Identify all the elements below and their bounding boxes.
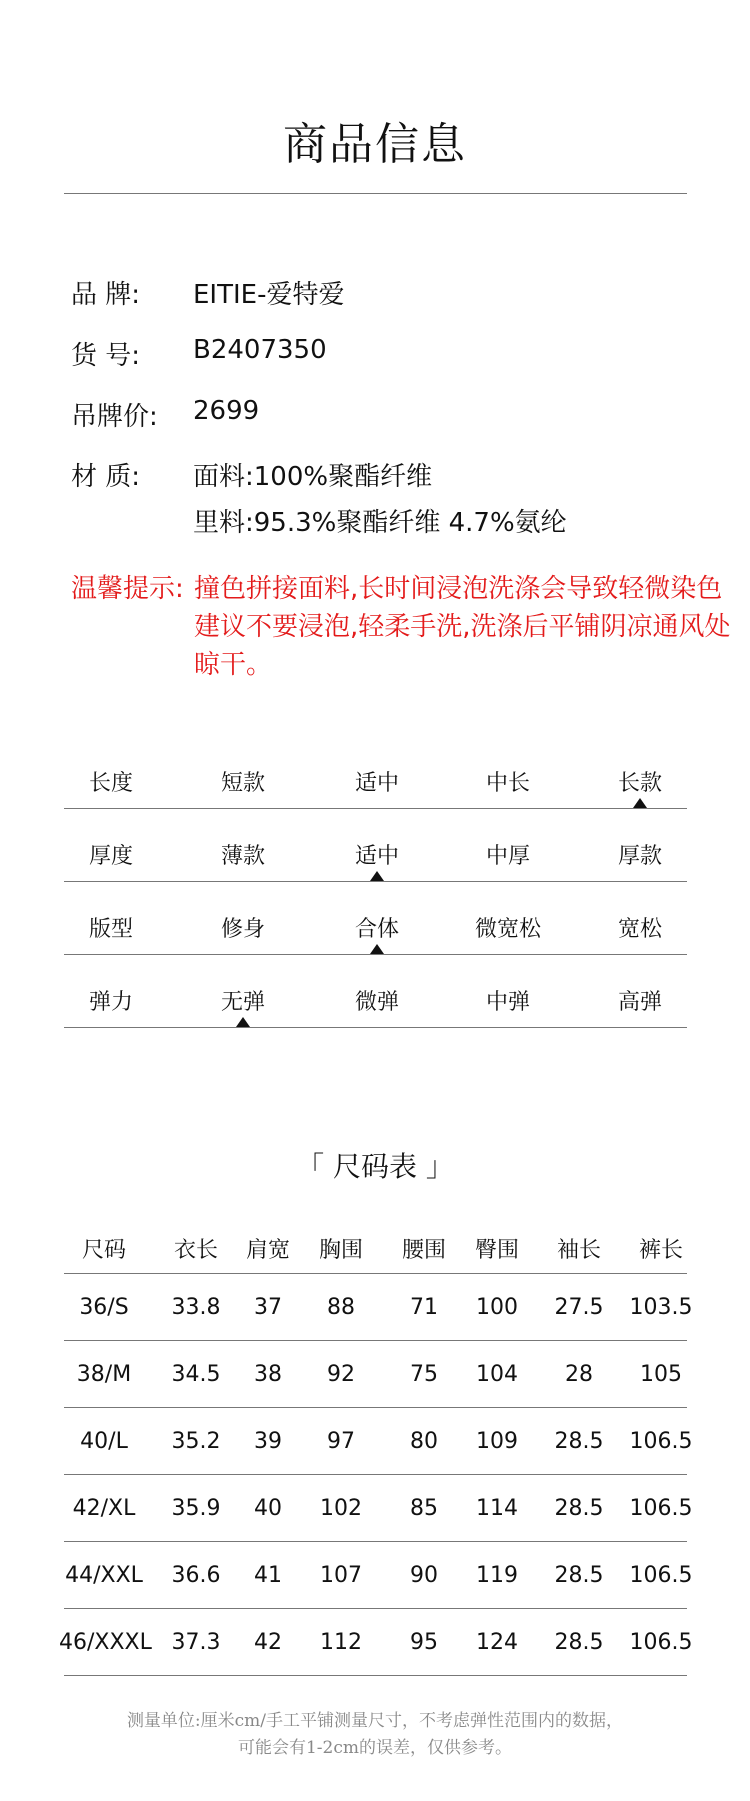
size-cell: 34.5 [171,1362,221,1387]
size-row-divider [64,1608,687,1609]
size-row-divider [64,1273,687,1274]
attribute-option: 中弹 [485,990,530,1015]
size-header-cell: 裤长 [638,1238,683,1263]
footnote-line1: 测量单位:厘米cm/手工平铺测量尺寸，不考虑弹性范围内的数据， [126,1711,624,1731]
size-header-cell: 腰围 [401,1238,446,1263]
brand-value: EITIE-爱特爱 [193,280,345,310]
size-cell: 107 [320,1563,362,1588]
attribute-option: 宽松 [617,917,662,942]
size-cell: 46/XXXL [59,1630,152,1655]
attribute-option: 微宽松 [474,917,541,942]
brand-label: 品 牌: [71,280,141,310]
tip-line2: 建议不要浸泡,轻柔手洗,洗涤后平铺阴凉通风处 [194,612,731,642]
size-cell: 85 [410,1496,438,1521]
size-header-cell: 衣长 [173,1238,218,1263]
size-cell: 106.5 [629,1496,693,1521]
attribute-option: 长款 [617,771,662,796]
size-cell: 88 [327,1295,355,1320]
material-label: 材 质: [71,462,141,492]
footnote-line2: 可能会有1-2cm的误差，仅供参考。 [237,1738,513,1758]
material-line1: 面料:100%聚酯纤维 [193,462,433,492]
size-header-cell: 尺码 [81,1238,126,1263]
size-cell: 100 [476,1295,518,1320]
size-cell: 38 [254,1362,282,1387]
attribute-option: 适中 [354,771,399,796]
selected-marker-icon [370,944,384,954]
size-cell: 27.5 [554,1295,604,1320]
attribute-row-divider [64,954,687,955]
size-header-cell: 臀围 [474,1238,519,1263]
size-cell: 35.9 [171,1496,221,1521]
size-cell: 35.2 [171,1429,221,1454]
attribute-option: 高弹 [617,990,662,1015]
size-cell: 37.3 [171,1630,221,1655]
price-value: 2699 [193,396,260,426]
size-cell: 95 [410,1630,438,1655]
size-header-cell: 肩宽 [245,1238,290,1263]
size-row-divider [64,1541,687,1542]
material-line2: 里料:95.3%聚酯纤维 4.7%氨纶 [193,508,567,538]
attribute-name: 厚度 [88,844,133,869]
selected-marker-icon [633,798,647,808]
size-cell: 80 [410,1429,438,1454]
tip-label: 温馨提示: [71,574,184,604]
size-cell: 112 [320,1630,362,1655]
size-cell: 28.5 [554,1630,604,1655]
size-cell: 41 [254,1563,282,1588]
attribute-option: 中厚 [485,844,530,869]
price-label: 吊牌价: [71,402,158,432]
attribute-name: 版型 [88,917,133,942]
size-cell: 40 [254,1496,282,1521]
size-chart-title: 「 尺码表 」 [296,1150,454,1183]
attribute-row-divider [64,1027,687,1028]
size-cell: 106.5 [629,1630,693,1655]
size-cell: 28.5 [554,1563,604,1588]
attribute-option: 中长 [485,771,530,796]
size-cell: 39 [254,1429,282,1454]
size-cell: 44/XXL [65,1563,143,1588]
size-cell: 106.5 [629,1429,693,1454]
size-cell: 75 [410,1362,438,1387]
size-cell: 90 [410,1563,438,1588]
size-cell: 105 [640,1362,682,1387]
size-cell: 109 [476,1429,518,1454]
size-cell: 103.5 [629,1295,693,1320]
size-cell: 42/XL [72,1496,136,1521]
attribute-option: 微弹 [354,990,399,1015]
sku-value: B2407350 [193,335,327,365]
attribute-row-divider [64,808,687,809]
size-cell: 92 [327,1362,355,1387]
title-divider [64,193,687,194]
size-header-cell: 胸围 [318,1238,363,1263]
size-row-divider [64,1407,687,1408]
size-cell: 40/L [80,1429,128,1454]
sku-label: 货 号: [71,341,141,371]
tip-line1: 撞色拼接面料,长时间浸泡洗涤会导致轻微染色 [194,574,723,604]
size-cell: 97 [327,1429,355,1454]
selected-marker-icon [236,1017,250,1027]
size-cell: 42 [254,1630,282,1655]
size-cell: 36.6 [171,1563,221,1588]
size-cell: 36/S [79,1295,129,1320]
size-cell: 119 [476,1563,518,1588]
size-cell: 28.5 [554,1429,604,1454]
page-title: 商品信息 [283,119,467,170]
attribute-option: 无弹 [220,990,265,1015]
attribute-option: 修身 [220,917,265,942]
size-cell: 124 [476,1630,518,1655]
attribute-name: 弹力 [88,990,133,1015]
size-cell: 102 [320,1496,362,1521]
size-row-divider [64,1340,687,1341]
size-header-cell: 袖长 [556,1238,601,1263]
size-cell: 28 [565,1362,593,1387]
selected-marker-icon [370,871,384,881]
size-cell: 28.5 [554,1496,604,1521]
size-cell: 33.8 [171,1295,221,1320]
attribute-row-divider [64,881,687,882]
size-cell: 37 [254,1295,282,1320]
size-cell: 114 [476,1496,518,1521]
attribute-option: 短款 [220,771,265,796]
size-cell: 106.5 [629,1563,693,1588]
size-row-divider [64,1474,687,1475]
attribute-option: 合体 [354,917,399,942]
size-cell: 38/M [76,1362,132,1387]
tip-line3: 晾干。 [194,650,273,680]
attribute-option: 薄款 [220,844,265,869]
size-cell: 104 [476,1362,518,1387]
attribute-name: 长度 [88,771,133,796]
attribute-option: 适中 [354,844,399,869]
size-row-divider [64,1675,687,1676]
size-cell: 71 [410,1295,438,1320]
attribute-option: 厚款 [617,844,662,869]
